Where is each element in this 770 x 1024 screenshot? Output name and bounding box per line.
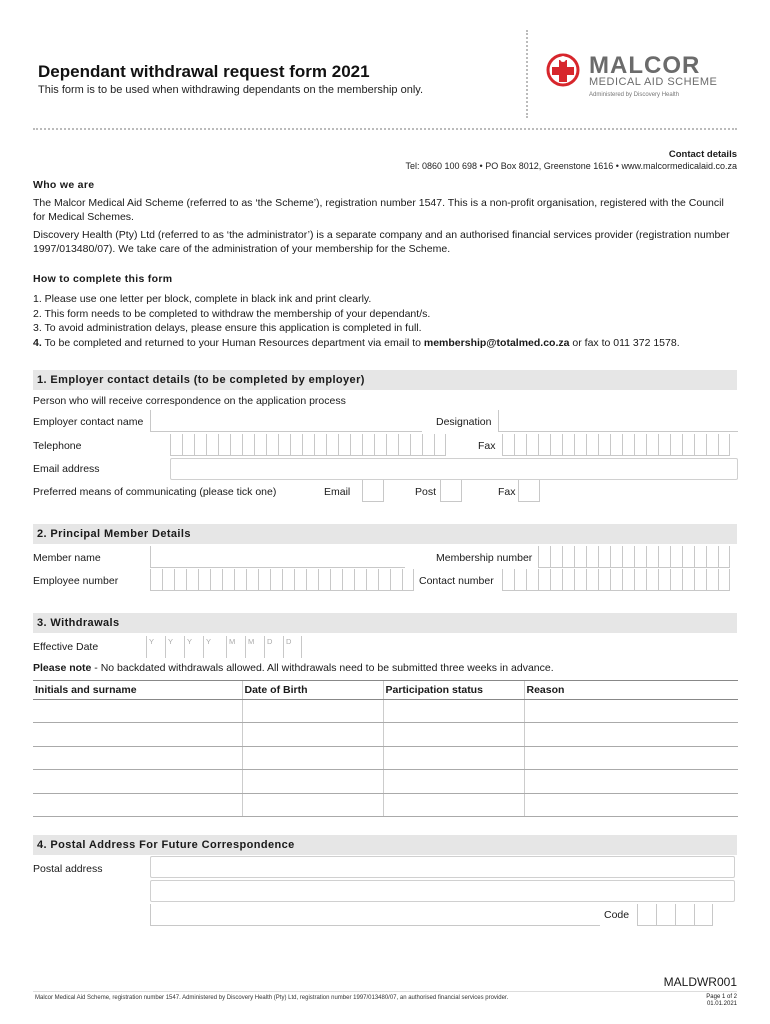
who-paragraph-1: The Malcor Medical Aid Scheme (referred to as ‘the Scheme’), registration number 1547. This is a non-profit organisation, registered with the Council for Medical Schemes. xyxy=(33,197,724,223)
membership-number-field[interactable] xyxy=(538,546,730,568)
note-text: - No backdated withdrawals allowed. All withdrawals need to be submitted three weeks in advance. xyxy=(91,662,554,674)
table-row xyxy=(33,700,738,723)
instruction-item: 1. Please use one letter per block, complete in black ink and print clearly. xyxy=(33,293,372,305)
table-cell[interactable] xyxy=(383,700,524,723)
table-cell[interactable] xyxy=(524,746,738,769)
contact-number-label: Contact number xyxy=(419,575,494,587)
section-2-header: 2. Principal Member Details xyxy=(33,524,737,544)
instruction-item: 2. This form needs to be completed to withdraw the membership of your dependant/s. xyxy=(33,307,431,320)
table-row xyxy=(33,770,738,793)
date-cell[interactable]: Y xyxy=(203,636,222,658)
telephone-label: Telephone xyxy=(33,440,82,452)
table-cell[interactable] xyxy=(33,723,242,746)
instruction-item: 3. To avoid administration delays, please ensure this application is completed in full. xyxy=(33,322,422,334)
postal-code-field[interactable] xyxy=(637,904,713,926)
header-rule xyxy=(33,128,737,130)
malcor-logo xyxy=(545,52,735,104)
member-name-field[interactable] xyxy=(150,546,405,568)
option-post-checkbox[interactable] xyxy=(440,480,462,502)
table-cell[interactable] xyxy=(524,723,738,746)
option-email-label: Email xyxy=(324,486,351,498)
section-4-header: 4. Postal Address For Future Correspondence xyxy=(33,835,737,855)
preferred-communication-label: Preferred means of communicating (please tick one) xyxy=(33,486,277,498)
table-cell[interactable] xyxy=(383,793,524,816)
fax-label: Fax xyxy=(478,440,496,452)
who-paragraph-2: Discovery Health (Pty) Ltd (referred to as ‘the administrator’) is a separate company and an authorised financial services provider (registration number 1997/013480/07). We take care of the administration of your membership for the Scheme. xyxy=(33,229,730,255)
postal-address-line-1[interactable] xyxy=(150,856,735,878)
option-fax-checkbox[interactable] xyxy=(518,480,540,502)
table-cell[interactable] xyxy=(524,700,738,723)
table-cell[interactable] xyxy=(242,746,383,769)
col-date-of-birth: Date of Birth xyxy=(242,681,383,700)
membership-number-label: Membership number xyxy=(436,552,533,564)
table-row xyxy=(33,746,738,769)
form-code: MALDWR001 xyxy=(663,975,737,989)
table-cell[interactable] xyxy=(524,793,738,816)
effective-date-label: Effective Date xyxy=(33,641,99,653)
date-cell[interactable]: Y xyxy=(146,636,165,658)
option-email-checkbox[interactable] xyxy=(362,480,384,502)
instruction-item xyxy=(33,336,680,351)
email-address-label: Email address xyxy=(33,463,100,475)
step-4-fax: or fax to 011 372 1578. xyxy=(569,336,680,349)
step-4-number: 4. xyxy=(33,336,42,349)
contact-line: Tel: 0860 100 698 • PO Box 8012, Greenstone 1616 • www.malcormedicalaid.co.za xyxy=(405,161,737,171)
employee-number-label: Employee number xyxy=(33,575,119,587)
postal-address-line-2[interactable] xyxy=(150,880,735,902)
designation-label: Designation xyxy=(436,416,492,428)
contact-heading: Contact details xyxy=(668,149,737,160)
postal-address-label: Postal address xyxy=(33,863,103,875)
table-cell[interactable] xyxy=(383,746,524,769)
table-cell[interactable] xyxy=(242,793,383,816)
col-reason: Reason xyxy=(524,681,738,700)
table-cell[interactable] xyxy=(33,746,242,769)
date-cell[interactable]: D xyxy=(264,636,283,658)
date-cell[interactable]: Y xyxy=(165,636,184,658)
logo-tagline: Administered by Discovery Health xyxy=(589,92,680,98)
member-name-label: Member name xyxy=(33,552,101,564)
correspondence-note: Person who will receive correspondence on the application process xyxy=(33,395,346,407)
table-row xyxy=(33,793,738,816)
table-cell[interactable] xyxy=(524,770,738,793)
col-initials-surname: Initials and surname xyxy=(33,681,242,700)
footer-rule xyxy=(33,991,737,992)
header-divider xyxy=(526,30,528,118)
option-post-label: Post xyxy=(415,486,437,498)
footer-page xyxy=(706,994,737,1008)
table-cell[interactable] xyxy=(383,770,524,793)
table-cell[interactable] xyxy=(33,770,242,793)
page-title: Dependant withdrawal request form 2021 xyxy=(38,62,370,81)
footer-text: Malcor Medical Aid Scheme, registration number 1547. Administered by Discovery Health (Pty) Ltd, registration number 1997/013480/07, an authorised financial services provider. xyxy=(35,995,509,1001)
option-fax-label: Fax xyxy=(498,486,516,498)
postal-address-line-3[interactable] xyxy=(150,904,600,926)
how-heading: How to complete this form xyxy=(33,273,173,285)
form-date: 01.01.2021 xyxy=(706,1001,737,1007)
telephone-field[interactable] xyxy=(170,434,446,456)
contact-number-field[interactable] xyxy=(502,569,730,591)
section-3-header: 3. Withdrawals xyxy=(33,613,737,633)
postal-code-label: Code xyxy=(604,909,630,921)
table-cell[interactable] xyxy=(33,793,242,816)
table-cell[interactable] xyxy=(383,723,524,746)
logo-subtitle: MEDICAL AID SCHEME xyxy=(589,76,718,88)
date-cell[interactable]: M xyxy=(226,636,245,658)
table-cell[interactable] xyxy=(242,770,383,793)
table-cell[interactable] xyxy=(242,700,383,723)
table-row xyxy=(33,723,738,746)
employer-contact-name-field[interactable] xyxy=(150,410,422,432)
step-4-text: To be completed and returned to your Human Resources department via email to xyxy=(41,336,424,349)
table-header-row xyxy=(33,681,738,700)
designation-field[interactable] xyxy=(498,410,738,432)
date-cell[interactable]: Y xyxy=(184,636,203,658)
fax-field[interactable] xyxy=(502,434,730,456)
col-participation-status: Participation status xyxy=(383,681,524,700)
note-bold: Please note xyxy=(33,662,92,674)
instructions-list xyxy=(33,292,680,350)
membership-email: membership@totalmed.co.za xyxy=(423,336,570,349)
table-cell[interactable] xyxy=(33,700,242,723)
withdrawal-note xyxy=(33,662,554,674)
table-cell[interactable] xyxy=(242,723,383,746)
date-cell[interactable]: D xyxy=(283,636,302,658)
who-heading: Who we are xyxy=(33,179,95,191)
section-1-header: 1. Employer contact details (to be completed by employer) xyxy=(33,370,737,390)
page-subtitle: This form is to be used when withdrawing dependants on the membership only. xyxy=(38,84,424,96)
withdrawals-table xyxy=(33,680,738,817)
email-address-field[interactable] xyxy=(170,458,738,480)
employee-number-field[interactable] xyxy=(150,569,414,591)
page-number: Page 1 of 2 xyxy=(706,994,737,1000)
date-cell[interactable]: M xyxy=(245,636,264,658)
logo-name: MALCOR xyxy=(589,52,701,79)
employer-contact-name-label: Employer contact name xyxy=(33,416,144,428)
